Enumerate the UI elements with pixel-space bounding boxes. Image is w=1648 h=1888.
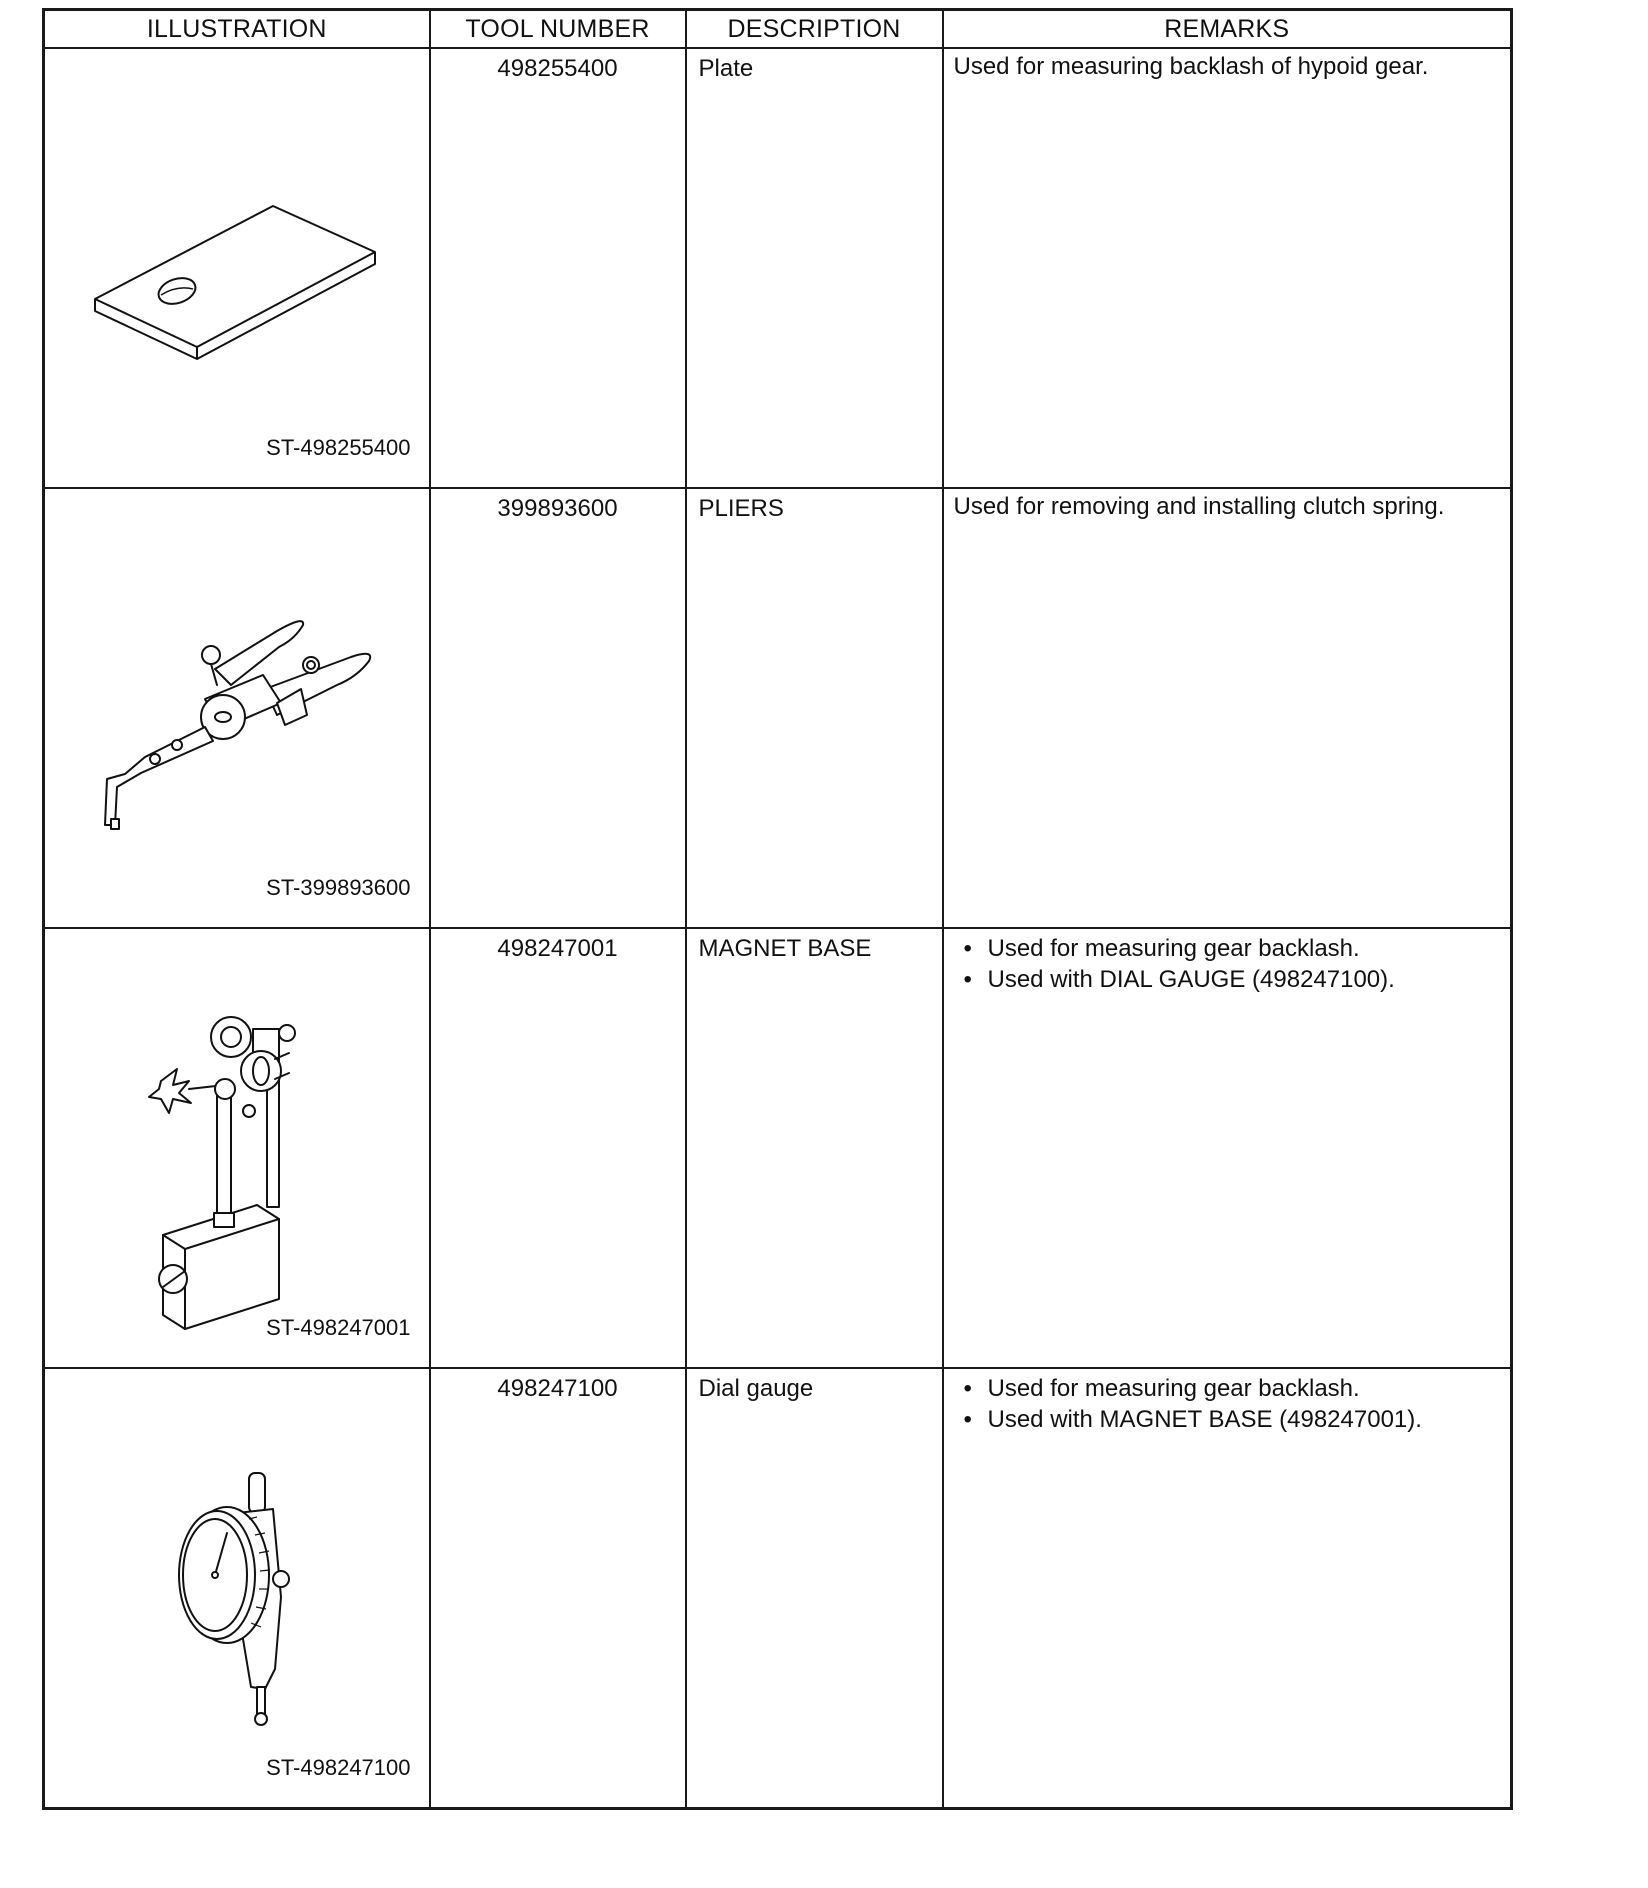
figure-label: ST-498255400 [266,435,411,460]
header-illustration: ILLUSTRATION [44,10,430,49]
header-remarks: REMARKS [943,10,1512,49]
description: MAGNET BASE [698,935,872,962]
remark-item: • Used for measuring gear backlash. [963,1375,1360,1402]
tool-number: 498255400 [497,55,618,82]
header-tool-number: TOOL NUMBER [430,10,686,49]
description-cell [686,1368,943,1809]
tool-number-cell [430,488,686,928]
remark-text: Used for measuring backlash of hypoid gear. [953,53,1429,80]
remarks-cell [943,928,1512,1368]
remarks-cell [943,48,1512,488]
table-row [44,928,1512,1368]
illustration-cell [44,48,430,488]
header-description: DESCRIPTION [686,10,943,49]
table-row [44,1368,1512,1809]
dial-gauge-icon [45,1369,431,1807]
figure-label: ST-399893600 [266,875,411,900]
description-cell [686,488,943,928]
pliers-icon [45,489,431,927]
header-row [44,10,1512,49]
remark-item: • Used with MAGNET BASE (498247001). [963,1406,1422,1433]
table-row [44,48,1512,488]
remark-text: Used for removing and installing clutch spring. [953,493,1445,520]
figure-label: ST-498247100 [266,1755,411,1780]
figure-label: ST-498247001 [266,1315,411,1340]
special-tools-table [42,8,1513,1810]
remark-item: • Used with DIAL GAUGE (498247100). [963,966,1395,993]
tool-number: 498247001 [497,935,618,962]
description: Dial gauge [698,1375,814,1402]
remark-item: • Used for measuring gear backlash. [963,935,1360,962]
plate-icon [45,49,431,487]
tool-number: 399893600 [497,495,618,522]
table-row [44,488,1512,928]
tool-number-cell [430,1368,686,1809]
magnet-base-icon [45,929,431,1367]
illustration-cell [44,488,430,928]
tool-number: 498247100 [497,1375,618,1402]
remarks-cell [943,1368,1512,1809]
tool-number-cell [430,928,686,1368]
illustration-cell [44,928,430,1368]
tool-number-cell [430,48,686,488]
illustration-cell [44,1368,430,1809]
description-cell [686,48,943,488]
description: Plate [698,55,754,82]
description-cell [686,928,943,1368]
remarks-cell [943,488,1512,928]
description: PLIERS [698,495,784,522]
